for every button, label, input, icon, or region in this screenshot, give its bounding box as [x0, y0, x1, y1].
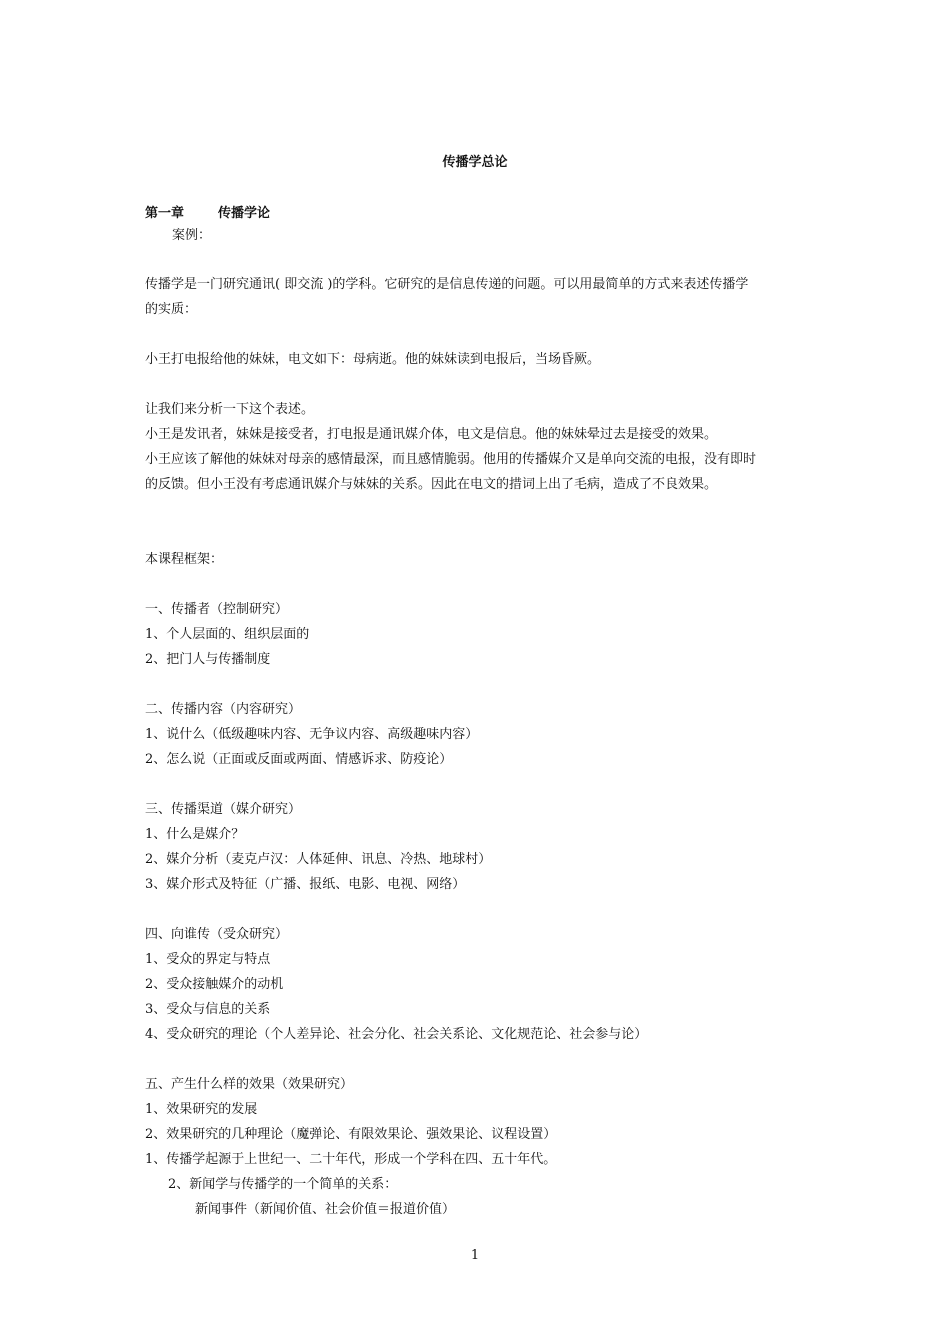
- section-heading: 一、传播者（控制研究）: [145, 602, 289, 617]
- section-item: 1、效果研究的发展: [145, 1102, 258, 1117]
- framework-label: 本课程框架：: [145, 552, 224, 567]
- chapter-number: 第一章: [145, 206, 185, 221]
- document-title: 传播学总论: [442, 155, 508, 170]
- analysis-line-4: 的反馈。但小王没有考虑通讯媒介与妹妹的关系。因此在电文的措词上出了毛病，造成了不良效果。: [145, 477, 718, 492]
- section-item: 3、媒介形式及特征（广播、报纸、电影、电视、网络）: [145, 877, 466, 892]
- section-item: 1、什么是媒介？: [145, 827, 245, 842]
- section-item: 2、受众接触媒介的动机: [145, 977, 284, 992]
- section-item: 2、怎么说（正面或反面或两面、情感诉求、防疫论）: [145, 752, 453, 767]
- analysis-line-3: 小王应该了解他的妹妹对母亲的感情最深，而且感情脆弱。他用的传播媒介又是单向交流的电报，没有即时: [145, 452, 757, 467]
- section-item: 2、效果研究的几种理论（魔弹论、有限效果论、强效果论、议程设置）: [145, 1127, 557, 1142]
- case-label: 案例：: [172, 228, 212, 243]
- section-item: 2、媒介分析（麦克卢汉：人体延伸、讯息、冷热、地球村）: [145, 852, 492, 867]
- section-heading: 三、传播渠道（媒介研究）: [145, 802, 302, 817]
- page-number: 1: [470, 1248, 480, 1263]
- section-item: 1、说什么（低级趣味内容、无争议内容、高级趣味内容）: [145, 727, 479, 742]
- analysis-line-1: 让我们来分析一下这个表述。: [145, 402, 315, 417]
- section-item: 1、个人层面的、组织层面的: [145, 627, 310, 642]
- section-item: 2、把门人与传播制度: [145, 652, 271, 667]
- section-heading: 五、产生什么样的效果（效果研究）: [145, 1077, 354, 1092]
- section-item: 4、受众研究的理论（个人差异论、社会分化、社会关系论、文化规范论、社会参与论）: [145, 1027, 648, 1042]
- section-heading: 四、向谁传（受众研究）: [145, 927, 289, 942]
- analysis-line-2: 小王是发讯者，妹妹是接受者，打电报是通讯媒介体，电文是信息。他的妹妹晕过去是接受的效果。: [145, 427, 718, 442]
- closing-line-2: 2、新闻学与传播学的一个简单的关系：: [168, 1177, 398, 1192]
- intro-line-2: 的实质：: [145, 302, 198, 317]
- section-item: 1、受众的界定与特点: [145, 952, 271, 967]
- section-heading: 二、传播内容（内容研究）: [145, 702, 302, 717]
- telegram-paragraph: 小王打电报给他的妹妹，电文如下：母病逝。他的妹妹读到电报后，当场昏厥。: [145, 352, 601, 367]
- chapter-heading: [145, 202, 270, 221]
- intro-line-1: 传播学是一门研究通讯( 即交流 )的学科。它研究的是信息传递的问题。可以用最简单的方式来表述传播学: [145, 277, 749, 292]
- closing-line-1: 1、传播学起源于上世纪一、二十年代，形成一个学科在四、五十年代。: [145, 1152, 557, 1167]
- chapter-name: 传播学论: [218, 206, 271, 221]
- section-item: 3、受众与信息的关系: [145, 1002, 271, 1017]
- closing-line-3: 新闻事件（新闻价值、社会价值＝报道价值）: [195, 1202, 456, 1217]
